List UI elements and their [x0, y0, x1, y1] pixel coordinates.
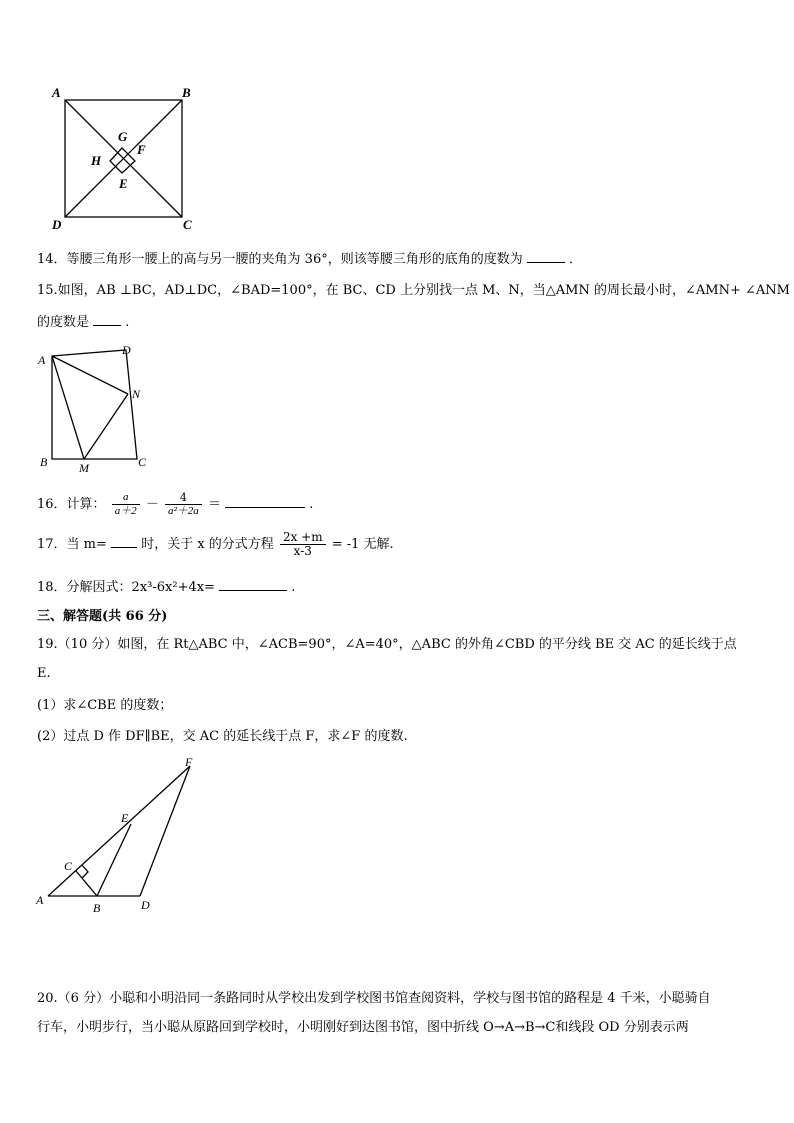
- label-h: H: [91, 153, 102, 168]
- figure-quadrilateral-abcd: [36, 342, 166, 475]
- label-c: C: [183, 217, 192, 232]
- label-d: D: [141, 898, 150, 912]
- segment-df: [140, 766, 190, 896]
- label-e: E: [119, 176, 128, 191]
- question-14: 14．等腰三角形一腰上的高与另一腰的夹角为 36°，则该等腰三角形的底角的度数为 ．: [37, 249, 582, 269]
- question-15-line1: 15.如图，AB ⊥BC，AD⊥DC，∠BAD=100°，在 BC、CD 上分别找一点 M、N，当△AMN 的周长最小时，∠AMN+ ∠ANM: [37, 283, 790, 298]
- label-e: E: [121, 811, 129, 825]
- label-f: F: [137, 142, 146, 157]
- fraction-2: $\frac{4}{\text{a²＋2a}}$: [165, 491, 202, 518]
- segment-an: [52, 356, 128, 394]
- q18-answer-blank[interactable]: [219, 577, 287, 591]
- q16-answer-blank[interactable]: [225, 494, 305, 508]
- label-f: F: [185, 755, 193, 769]
- q17-answer-blank[interactable]: [111, 534, 137, 548]
- question-19-line1: 19.（10 分）如图，在 Rt△ABC 中，∠ACB=90°，∠A=40°，△ABC 的外角∠CBD 的平分线 BE 交 AC 的延长线于点: [37, 637, 737, 652]
- figure-triangle-abc: [34, 756, 214, 916]
- line-af: [48, 766, 190, 896]
- label-b: B: [40, 455, 48, 469]
- question-19-line2: E.: [37, 666, 51, 681]
- question-20-line2: 行车，小明步行，当小聪从原路回到学校时，小明刚好到达图书馆，图中折线 O→A→B→C和线段 OD 分别表示两: [37, 1020, 689, 1035]
- label-c: C: [64, 859, 73, 873]
- label-a: A: [52, 85, 61, 100]
- label-a: A: [38, 353, 46, 367]
- inner-square-efgh: [110, 148, 135, 173]
- label-d: D: [52, 217, 62, 232]
- segment-am: [52, 356, 84, 459]
- question-15-line2: 的度数是 .: [37, 312, 129, 332]
- q14-text: 14．等腰三角形一腰上的高与另一腰的夹角为 36°，则该等腰三角形的底角的度数为: [37, 252, 523, 267]
- right-angle-mark: [82, 865, 88, 878]
- question-18: 18．分解因式：2x³-6x²+4x= .: [37, 577, 295, 597]
- q15-answer-blank[interactable]: [93, 312, 121, 326]
- segment-mn: [84, 394, 128, 459]
- fraction-equation: $\frac{2x +m}{x-3}$: [280, 531, 326, 558]
- label-b: B: [182, 85, 191, 100]
- segment-cb: [76, 871, 97, 896]
- label-b: B: [93, 901, 101, 915]
- figure-square-abcd: [40, 84, 210, 234]
- question-19-sub2: (2）过点 D 作 DF∥BE，交 AC 的延长线于点 F，求∠F 的度数.: [37, 729, 408, 744]
- question-17: 17．当 m= 时，关于 x 的分式方程 $\frac{2x +m}{x-3}$ = -1 无解.: [37, 530, 394, 558]
- question-19-sub1: (1）求∠CBE 的度数；: [37, 698, 173, 713]
- question-16: 16．计算： $\frac{a}{a+2}$ － $\frac{4}{\text{a²＋2a}}$ ＝ .: [37, 491, 314, 517]
- label-a: A: [36, 893, 44, 907]
- label-m: M: [79, 461, 89, 475]
- section-3-title: 三、解答题(共 66 分): [37, 609, 168, 624]
- fraction-1: $\frac{a}{a+2}$: [112, 491, 140, 518]
- q14-answer-blank[interactable]: [527, 249, 565, 263]
- label-c: C: [138, 455, 147, 469]
- label-n: N: [132, 387, 141, 401]
- question-20-line1: 20.（6 分）小聪和小明沿同一条路同时从学校出发到学校图书馆查阅资料，学校与图书馆的路程是 4 千米，小聪骑自: [37, 991, 711, 1006]
- label-d: D: [122, 343, 131, 357]
- label-g: G: [118, 129, 128, 144]
